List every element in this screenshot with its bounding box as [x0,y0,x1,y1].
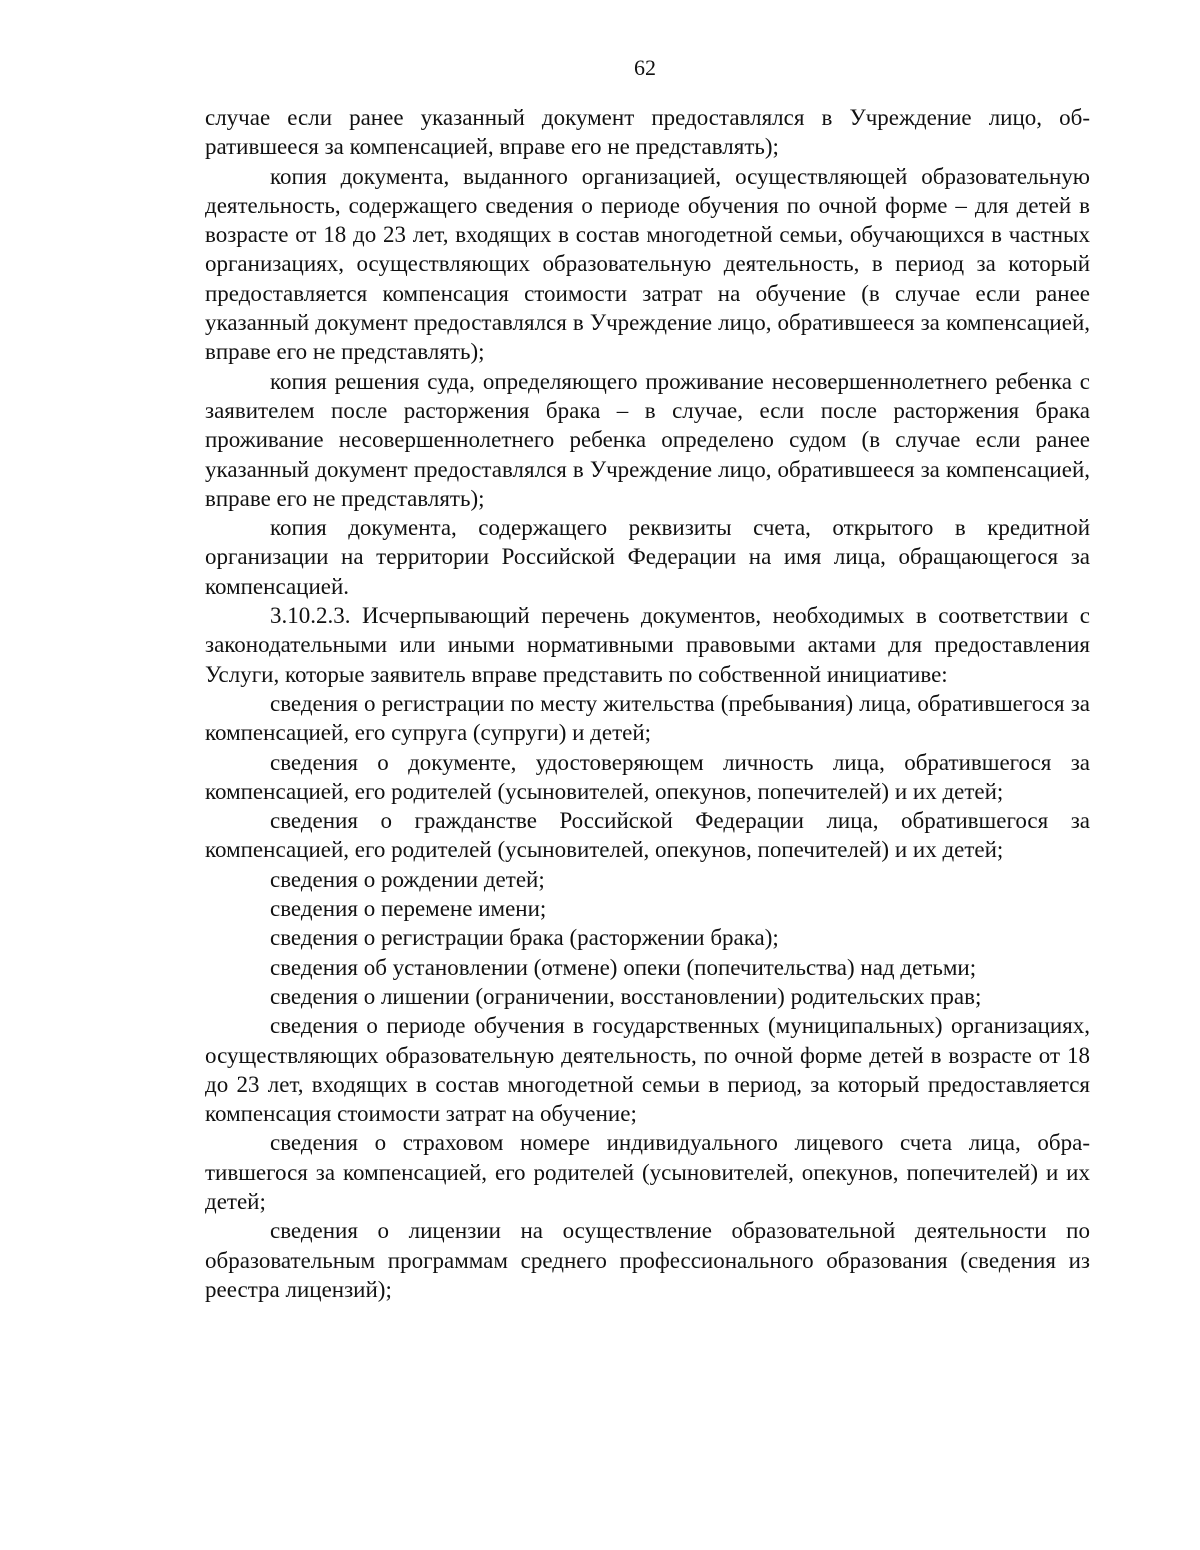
page-number: 62 [634,55,656,80]
paragraph-citizenship: сведения о гражданстве Российской Федерации лица, обратившегося за компенсацией, его родителей (усыновителей, опекунов, попечителей) и их детей; [205,808,1090,863]
paragraph-birth: сведения о рождении детей; [270,866,545,892]
document-body [205,103,1090,1304]
paragraph-bank-account-copy: копия документа, содержащего реквизиты счета, открытого в кредитной организации на территории Российской Федерации на имя лица, обращающегося за компенсацией. [205,515,1090,599]
paragraph-name-change: сведения о перемене имени; [270,896,547,922]
paragraph-education-document-copy: копия документа, выданного организацией, осуществляющей образовательную деятельность, содержащего сведения о периоде обучения по очной форме – для детей в возрасте от 18 до 23 лет, входящих в состав многодетной семьи, обучающихся в частных организациях, осуществляющих образовательную деятельность, в период за который предоставляется компенсация стоимости затрат на обучение (в случае если ранее указанный документ предоставлялся в Учреждение лицо, обратившееся за компенсацией, вправе его не представлять); [205,163,1090,365]
paragraph-guardianship: сведения об установлении (отмене) опеки (попечительства) над детьми; [270,954,977,980]
paragraph-continuation: случае если ранее указанный документ предоставлялся в Учреждение лицо, обратившееся за компенсацией, вправе его не представлять); [205,105,1090,160]
paragraph-identity-document: сведения о документе, удостоверяющем личность лица, обратившегося за компенсацией, его родителей (усыновителей, опекунов, попечителей) и их детей; [205,749,1090,804]
paragraph-court-decision-copy: копия решения суда, определяющего проживание несовершеннолетнего ребенка с заявителем после расторжения брака – в случае, если после расторжения брака проживание несовершеннолетнего ребенка определено судом (в случае если ранее указанный документ предоставлялся в Учреждение лицо, обратившееся за компенсацией, вправе его не представлять); [205,368,1090,511]
paragraph-snils: сведения о страховом номере индивидуального лицевого счета лица, обратившегося за компенсацией, его родителей (усыновителей, опекунов, попечителей) и их детей; [205,1130,1090,1214]
paragraph-section-3-10-2-3: 3.10.2.3. Исчерпывающий перечень документов, необходимых в соответствии с законодательными или иными нормативными правовыми актами для предоставления Услуги, которые заявитель вправе представить по собственной инициативе: [205,603,1090,687]
paragraph-license: сведения о лицензии на осуществление образовательной деятельности по образовательным программам среднего профессионального образования (сведения из реестра лицензий); [205,1218,1090,1302]
paragraph-parental-rights: сведения о лишении (ограничении, восстановлении) родительских прав; [270,983,982,1009]
paragraph-marriage-registration: сведения о регистрации брака (расторжении брака); [270,925,779,951]
paragraph-residence-registration: сведения о регистрации по месту жительства (пребывания) лица, обратившегося за компенсацией, его супруга (супруги) и детей; [205,690,1090,746]
paragraph-study-period: сведения о периоде обучения в государственных (муниципальных) организациях, осуществляющих образовательную деятельность, по очной форме детей в возрасте от 18 до 23 лет, входящих в состав многодетной семьи в период, за который предоставляется компенсация стоимости затрат на обучение; [205,1013,1090,1127]
